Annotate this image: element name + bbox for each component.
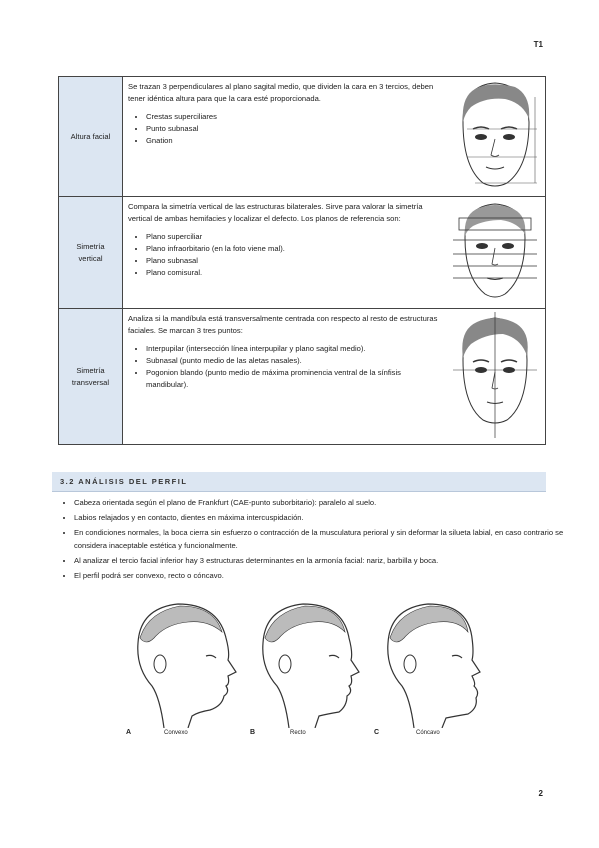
row-label xyxy=(59,309,123,445)
profile-bullet-list xyxy=(52,496,564,584)
list-item: • Plano comisural. xyxy=(146,267,440,279)
row-description xyxy=(123,309,446,445)
row-description xyxy=(123,77,446,197)
list-item: • Interpupilar (intersección línea interpupilar y plano sagital medio). xyxy=(146,343,440,355)
row-items xyxy=(128,231,440,279)
row-description-text: Se trazan 3 perpendiculares al plano sagital medio, que dividen la cara en 3 tercios, deben tener idéntica altura para que la cara esté proporcionada. xyxy=(128,82,434,103)
profile-label: Cóncavo xyxy=(416,730,440,736)
section-header xyxy=(52,472,546,492)
row-label-text: vertical xyxy=(78,253,103,263)
profile-illustrations xyxy=(118,598,488,748)
row-description-text: Analiza si la mandíbula está transversalmente centrada con respecto al resto de estructuras faciales. Se marcan 3 tres puntos: xyxy=(128,314,438,335)
list-item: • Pogonion blando (punto medio de máxima prominencia ventral de la sínfisis mandibular). xyxy=(146,367,440,391)
list-item: • Plano infraorbitario (en la foto viene mal). xyxy=(146,243,440,255)
list-item: • Plano superciliar xyxy=(146,231,440,243)
profile-label: Convexo xyxy=(164,730,188,736)
table-row xyxy=(59,77,546,197)
row-label-text: transversal xyxy=(71,377,110,387)
profile-heads-icon xyxy=(118,598,488,728)
row-label xyxy=(59,197,123,309)
list-item: • Labios relajados y en contacto, dientes en máxima intercuspidación. xyxy=(74,511,564,524)
document-tag: T1 xyxy=(533,40,543,49)
list-item: • Cabeza orientada según el plano de Frankfurt (CAE-punto suborbitario): paralelo al suelo. xyxy=(74,496,564,509)
facial-analysis-table xyxy=(58,76,546,445)
row-label-text: Simetría xyxy=(76,241,105,251)
table-row xyxy=(59,197,546,309)
row-label-text: Altura facial xyxy=(70,131,111,141)
list-item: • Subnasal (punto medio de las aletas nasales). xyxy=(146,355,440,367)
list-item: • Punto subnasal xyxy=(146,123,440,135)
row-label xyxy=(59,77,123,197)
section-title: 3.2 ANÁLISIS DEL PERFIL xyxy=(60,477,188,486)
face-midline-icon xyxy=(445,309,546,445)
face-thirds-icon xyxy=(445,77,546,197)
list-item: • Gnation xyxy=(146,135,440,147)
table-row xyxy=(59,309,546,445)
face-horizontal-planes-icon xyxy=(445,197,546,309)
row-description xyxy=(123,197,446,309)
list-item: • Crestas superciliares xyxy=(146,111,440,123)
list-item: • Al analizar el tercio facial inferior hay 3 estructuras determinantes en la armonía facial: nariz, barbilla y boca. xyxy=(74,554,564,567)
profile-letter: C xyxy=(374,729,380,736)
row-items xyxy=(128,343,440,391)
row-description-text: Compara la simetría vertical de las estructuras bilaterales. Sirve para valorar la simetría vertical de ambas hemifacies y localizar el defecto. Los planos de referencia son: xyxy=(128,202,423,223)
row-label-text: Simetría xyxy=(76,365,105,375)
profile-letter: B xyxy=(250,729,256,736)
profile-letter: A xyxy=(126,729,132,736)
page-number: 2 xyxy=(538,789,543,798)
list-item: • El perfil podrá ser convexo, recto o cóncavo. xyxy=(74,569,564,582)
list-item: • Plano subnasal xyxy=(146,255,440,267)
row-items xyxy=(128,111,440,147)
list-item: • En condiciones normales, la boca cierra sin esfuerzo o contracción de la musculatura perioral y sin deformar la silueta labial, en caso contrario se considera inaceptable estética y funcionalmente. xyxy=(74,526,564,552)
profile-label: Recto xyxy=(290,730,306,736)
